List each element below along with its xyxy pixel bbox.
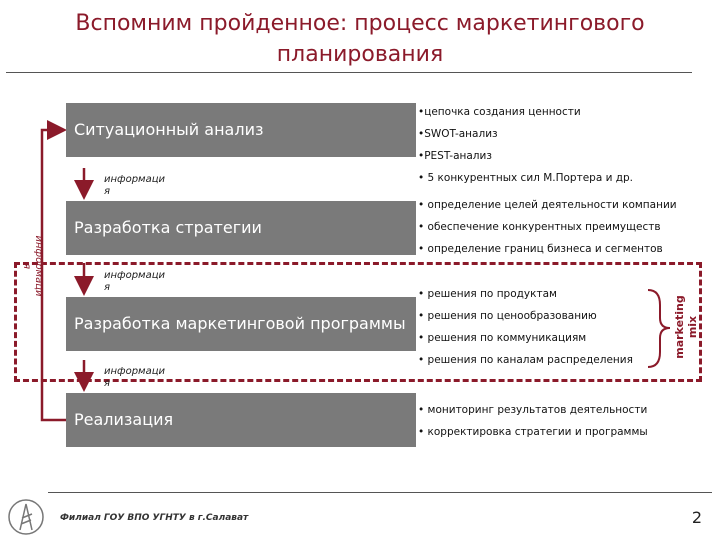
bullet-item: • определение границ бизнеса и сегментов [418,243,663,255]
bullet-item: •цепочка создания ценности [418,106,581,118]
bullet-item: • 5 конкурентных сил М.Портера и др. [418,172,634,184]
info-label-2: информаци я [104,270,166,293]
bullets-implementation [418,404,688,448]
page-number: 2 [691,508,702,527]
university-logo-icon [6,496,46,538]
bullet-item: • решения по каналам распределения [418,354,633,366]
box-implementation: Реализация [66,393,416,447]
bullet-item: • решения по коммуникациям [418,332,587,344]
bullet-item: • определение целей деятельности компании [418,199,677,211]
bullets-situational [418,106,688,194]
footer-divider [48,492,712,493]
info-label-3: информаци я [104,366,166,389]
box-situational-analysis: Ситуационный анализ [66,103,416,157]
bullet-item: • обеспечение конкурентных преимуществ [418,221,661,233]
bullets-strategy [418,199,688,265]
page-title: Вспомним пройденное: процесс маркетингового планирования [75,11,645,67]
box-strategy-development: Разработка стратегии [66,201,416,255]
bullet-item: •PEST-анализ [418,150,492,162]
bullet-item: • решения по продуктам [418,288,557,300]
bullet-item: •SWOT-анализ [418,128,498,140]
marketing-mix-label: marketing mix [673,295,699,359]
info-label-1: информаци я [104,174,166,197]
bullets-program [418,288,688,376]
bullet-item: • решения по ценообразованию [418,310,597,322]
side-info-label: информаци я [21,235,44,297]
box-marketing-program: Разработка маркетинговой программы [66,297,416,351]
footer-institution: Филиал ГОУ ВПО УГНТУ в г.Салават [60,513,249,523]
bullet-item: • мониторинг результатов деятельности [418,404,648,416]
bullet-item: • корректировка стратегии и программы [418,426,648,438]
feedback-loop-arrow [42,130,66,420]
